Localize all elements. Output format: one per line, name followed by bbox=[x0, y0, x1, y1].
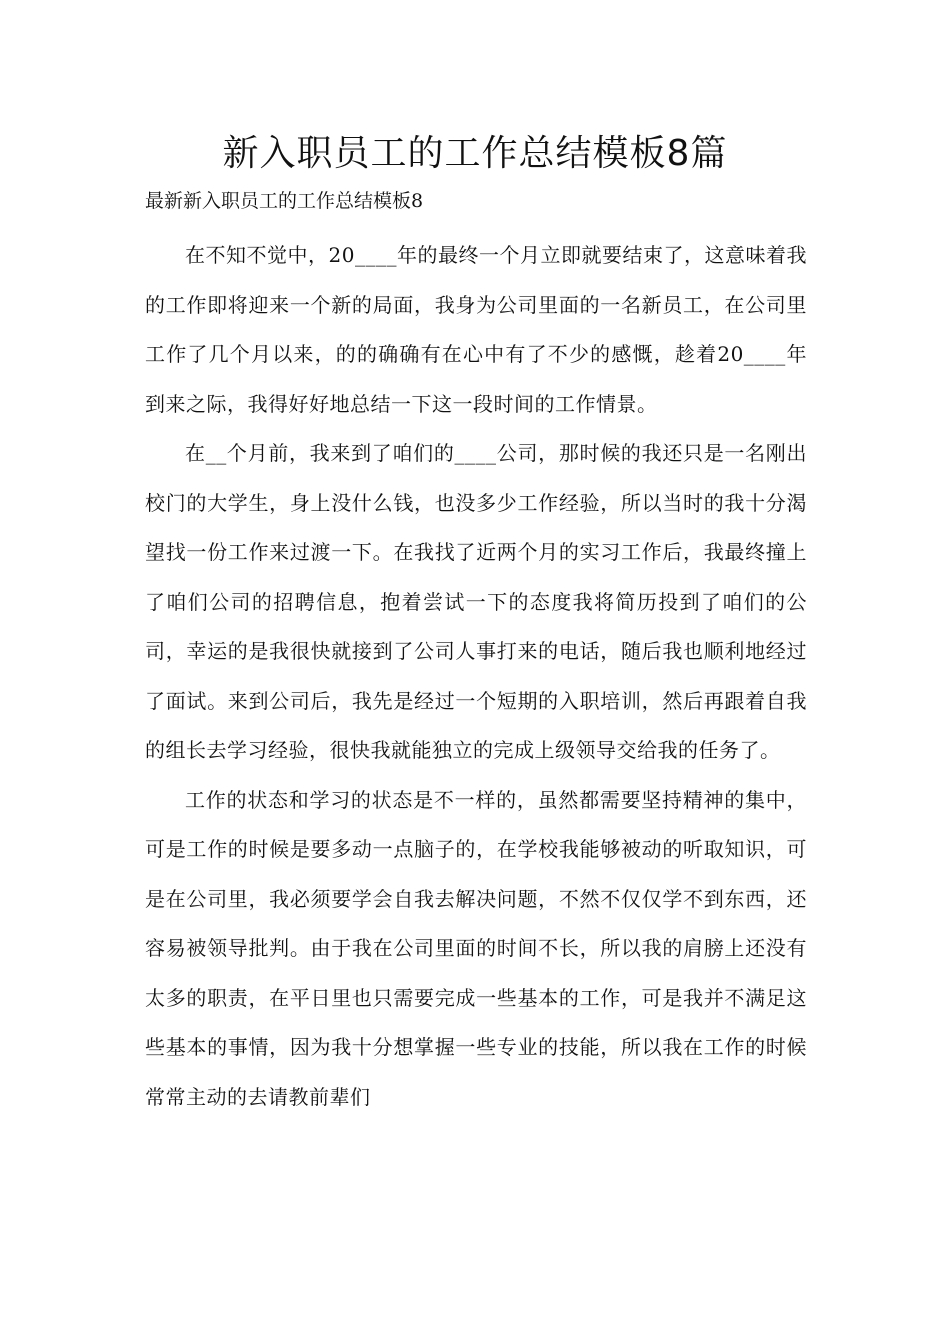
paragraph-1: 在不知不觉中，20____年的最终一个月立即就要结束了，这意味着我的工作即将迎来一个新的局面，我身为公司里面的一名新员工，在公司里工作了几个月以来，的的确确有在心中有了不少的感慨，趁着20____年到来之际，我得好好地总结一下这一段时间的工作情景。 bbox=[145, 243, 807, 416]
paragraph-2: 在__个月前，我来到了咱们的____公司，那时候的我还只是一名刚出校门的大学生，身上没什么钱，也没多少工作经验，所以当时的我十分渴望找一份工作来过渡一下。在我找了近两个月的实习工作后，我最终撞上了咱们公司的招聘信息，抱着尝试一下的态度我将简历投到了咱们的公司，幸运的是我很快就接到了公司人事打来的电话，随后我也顺利地经过了面试。来到公司后，我先是经过一个短期的入职培训，然后再跟着自我的组长去学习经验，很快我就能独立的完成上级领导交给我的任务了。 bbox=[145, 441, 807, 762]
document-body bbox=[145, 231, 807, 1122]
document-title: 新入职员工的工作总结模板8篇 bbox=[222, 133, 728, 174]
document-subtitle: 最新新入职员工的工作总结模板8 bbox=[145, 190, 424, 212]
paragraph-3: 工作的状态和学习的状态是不一样的，虽然都需要坚持精神的集中，可是工作的时候是要多动一点脑子的，在学校我能够被动的听取知识，可是在公司里，我必须要学会自我去解决问题，不然不仅仅学不到东西，还容易被领导批判。由于我在公司里面的时间不长，所以我的肩膀上还没有太多的职责，在平日里也只需要完成一些基本的工作，可是我并不满足这些基本的事情，因为我十分想掌握一些专业的技能，所以我在工作的时候常常主动的去请教前辈们 bbox=[145, 787, 807, 1109]
